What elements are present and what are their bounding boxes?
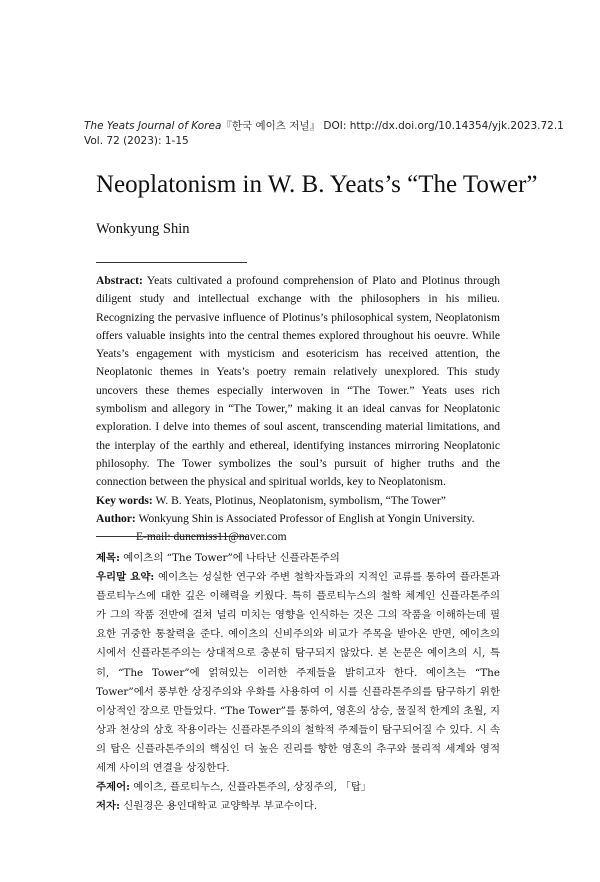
divider-middle [96, 536, 247, 537]
keywords-line [96, 492, 500, 510]
korean-abstract-section [96, 549, 500, 816]
journal-name: The Yeats Journal of Korea [84, 120, 222, 132]
author-info: Wonkyung Shin is Associated Professor of English at Yongin University. [138, 512, 475, 525]
doi-link[interactable]: DOI: http://dx.doi.org/10.14354/yjk.2023.72.1 [323, 120, 564, 132]
article-author: Wonkyung Shin [96, 221, 190, 237]
author-email[interactable]: E-mail: dunemiss11@naver.com [136, 531, 287, 544]
korean-abstract-paragraph [96, 568, 500, 778]
korean-title: 예이츠의 “The Tower”에 나타난 신플라톤주의 [123, 552, 340, 564]
abstract-label: Abstract: [96, 275, 143, 287]
korean-abstract-text: 예이츠는 성실한 연구와 주변 철학자들과의 지적인 교류를 통하여 플라톤과 플로티누스에 대한 깊은 이해력을 키웠다. 특히 플로티누스의 철학 체계인 신플라톤주의가 그의 작품 전반에 걸쳐 널리 미치는 영향을 인식하는 것은 그의 작품을 이해하는데 필요한 귀중한 통찰력을 준다. 예이츠의 신비주의와 비교가 주목을 받아온 반면, 예이츠의 시에서 신플라톤주의는 상대적으로 충분히 탐구되지 않았다. 본 논문은 예이츠의 시, 특히, “The Tower”에 얽혀있는 이러한 주제들을 밝히고자 한다. 예이츠는 “The Tower”에서 풍부한 상징주의와 우화를 사용하여 이 시를 신플라톤주의를 탐구하기 위한 이상적인 장으로 만들었다. “The Tower”를 통하여, 영혼의 상승, 물질적 한계의 초월, 지상과 천상의 상호 작용이라는 신플라톤주의의 철학적 주제들이 탐구되어질 수 있다. 시 속의 탑은 신플라톤주의의 핵심인 더 높은 진리를 향한 영혼의 추구와 물리적 세계와 영적 세계 사이의 연결을 상징한다. [96, 571, 500, 775]
korean-keywords: 예이츠, 플로티누스, 신플라톤주의, 상징주의, 「탑」 [133, 781, 372, 794]
abstract-text: Yeats cultivated a profound comprehension of Plato and Plotinus through diligent study and intellectual exchange with the philosophers in his milieu. Recognizing the pervasive influence of Plotinus’s philosophical system, Neoplatonism offers valuable insights into the central themes explored throughout his oeuvre. While Yeats’s engagement with mysticism and esotericism has received attention, the Neoplatonic themes in Yeats’s poetry remain relatively unexplored. This study uncovers these themes especially interwoven in “The Tower.” Yeats uses rich symbolism and allegory in “The Tower,” making it an ideal canvas for Neoplatonic exploration. I delve into themes of soul ascent, transcending material limitations, and the interplay of the earthly and ethereal, identifying instances mirroring Neoplatonic philosophy. The Tower symbolizes the soul’s pursuit of higher truths and the connection between the physical and spiritual worlds, key to Neoplatonism. [96, 275, 500, 489]
keywords-text: W. B. Yeats, Plotinus, Neoplatonism, symbolism, “The Tower” [155, 494, 446, 507]
korean-title-line [96, 549, 500, 568]
korean-keywords-line [96, 778, 500, 797]
korean-author-line [96, 797, 500, 816]
article-title: Neoplatonism in W. B. Yeats’s “The Tower” [96, 171, 538, 198]
email-line [96, 528, 500, 546]
korean-abstract-label: 우리말 요약: [96, 571, 155, 584]
volume-info: Vol. 72 (2023): 1-15 [84, 135, 189, 147]
abstract-paragraph [96, 272, 500, 492]
korean-author-info: 신원경은 용인대학교 교양학부 부교수이다. [123, 800, 318, 813]
journal-header [84, 119, 564, 149]
abstract-section [96, 272, 500, 546]
korean-keywords-label: 주제어: [96, 781, 130, 794]
keywords-label: Key words: [96, 494, 153, 507]
author-label: Author: [96, 512, 136, 525]
korean-title-label: 제목: [96, 552, 120, 564]
korean-author-label: 저자: [96, 800, 120, 813]
journal-korean-name: 『한국 예이츠 저널』 [221, 120, 321, 132]
journal-citation-line [84, 119, 564, 134]
author-line [96, 510, 500, 528]
divider-top [96, 262, 247, 263]
